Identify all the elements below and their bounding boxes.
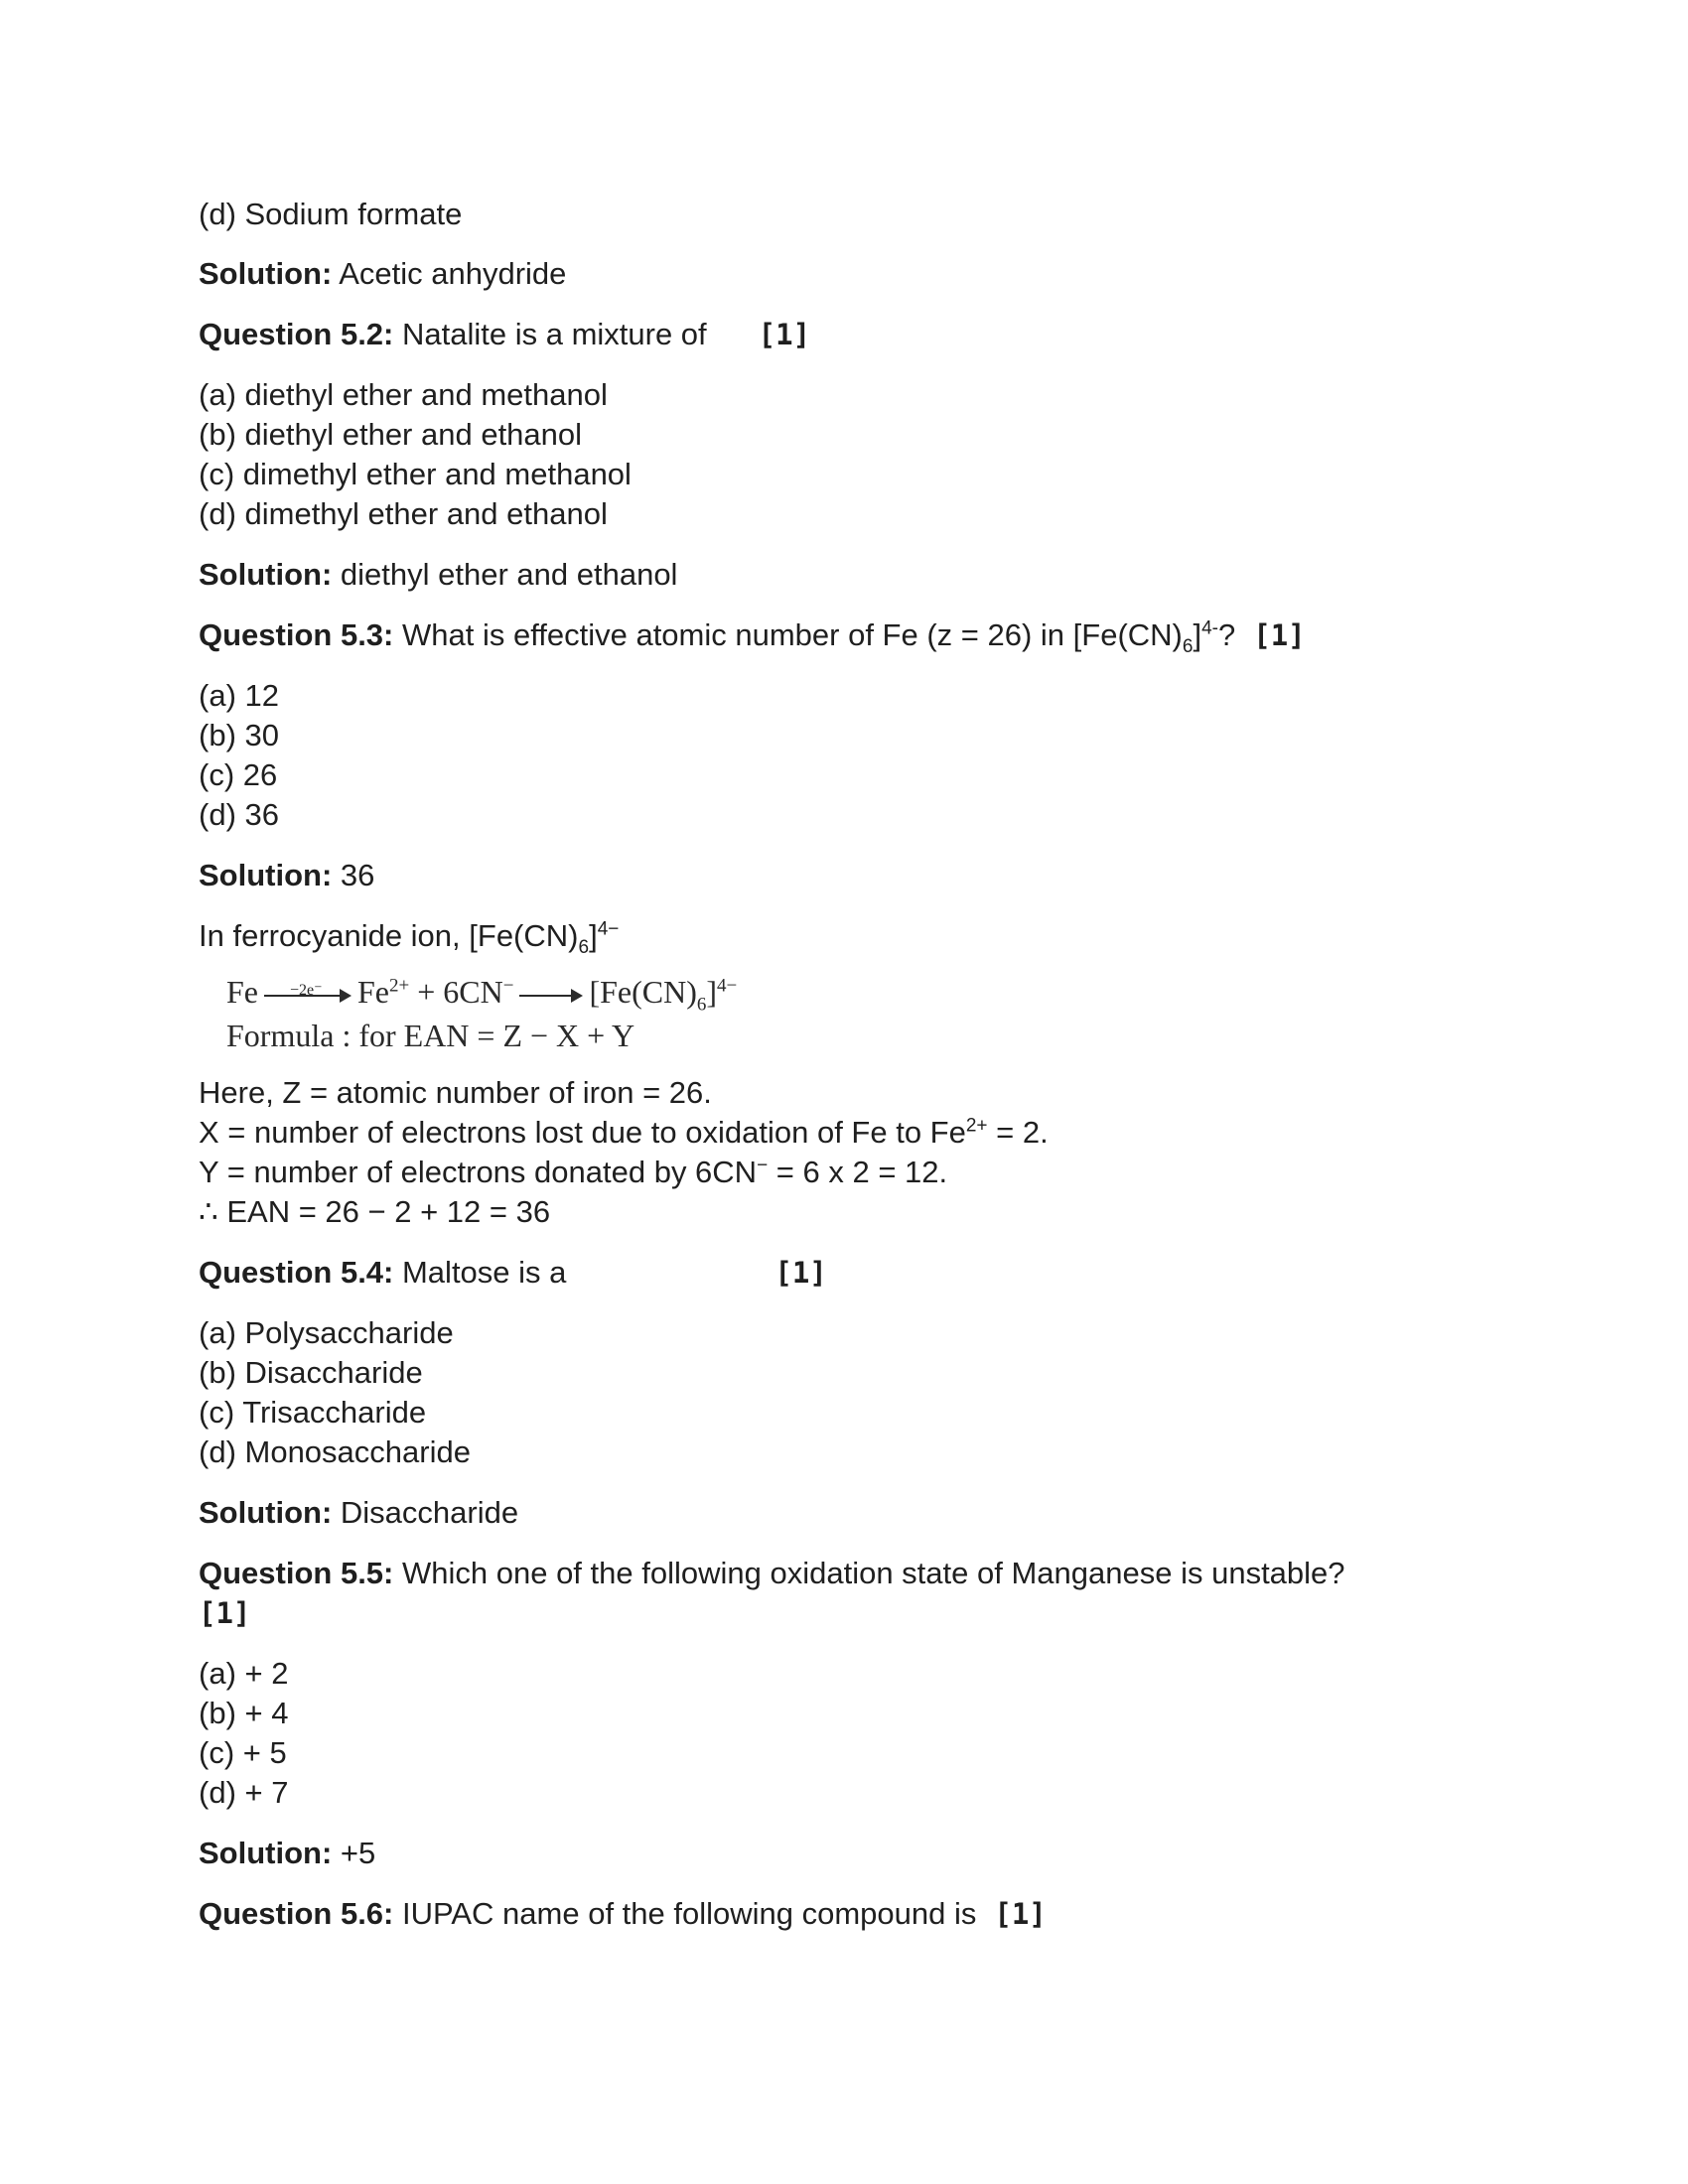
solution-text: diethyl ether and ethanol (332, 557, 678, 592)
question-label: Question 5.4: (199, 1255, 394, 1290)
option: (c) dimethyl ether and methanol (199, 457, 632, 491)
explanation-line (199, 1113, 1489, 1153)
question-text: Which one of the following oxidation state of Manganese is unstable? (393, 1556, 1345, 1590)
question-text: Natalite is a mixture of (393, 317, 707, 351)
bracket: ] (706, 974, 718, 1010)
explanation-line: Here, Z = atomic number of iron = 26. (199, 1075, 712, 1110)
arrow-label: −2e⁻ (290, 981, 323, 999)
option: (c) + 5 (199, 1735, 287, 1770)
complex-text: [Fe(CN) (589, 974, 697, 1010)
expl-text: Y = number of electrons donated by 6CN (199, 1155, 758, 1189)
option-d: (d) Sodium formate (199, 197, 463, 231)
solution (199, 254, 1489, 294)
solution-label: Solution: (199, 858, 333, 892)
superscript: 2+ (389, 975, 410, 997)
option: (d) + 7 (199, 1775, 289, 1810)
options-list (199, 1654, 1489, 1813)
subscript: 6 (696, 994, 707, 1016)
options-list (199, 375, 1489, 534)
bracket: ] (589, 918, 598, 953)
reaction-formula (226, 970, 1489, 1057)
option: (a) + 2 (199, 1656, 289, 1691)
subscript: 6 (578, 937, 590, 959)
superscript: − (502, 975, 514, 997)
question-5-6 (199, 1894, 1489, 1934)
solution-label: Solution: (199, 1495, 333, 1530)
marks: [1] (199, 1596, 251, 1630)
question-mark: ? (1217, 617, 1236, 652)
question-label: Question 5.5: (199, 1556, 394, 1590)
option: (a) 12 (199, 678, 279, 713)
ferrocyanide-intro (199, 916, 1489, 959)
marks: [1] (758, 318, 811, 351)
option: (b) diethyl ether and ethanol (199, 417, 583, 452)
fe-text: Fe (226, 974, 258, 1010)
intro-text: In ferrocyanide ion, [Fe(CN) (199, 918, 579, 953)
solution (199, 856, 1489, 895)
superscript: 4− (717, 975, 738, 997)
explanation (199, 1073, 1489, 1232)
question-5-2 (199, 315, 1489, 354)
explanation-line (199, 1153, 1489, 1192)
option: (d) dimethyl ether and ethanol (199, 496, 608, 531)
superscript: 4− (597, 918, 620, 940)
marks: [1] (774, 1256, 827, 1290)
superscript: − (757, 1155, 769, 1176)
fe2-text: Fe (357, 974, 389, 1010)
marks: [1] (994, 1897, 1047, 1931)
question-5-5 (199, 1554, 1489, 1633)
solution-text: 36 (332, 858, 375, 892)
option: (c) 26 (199, 757, 278, 792)
option: (d) Monosaccharide (199, 1434, 471, 1469)
option: (a) diethyl ether and methanol (199, 377, 608, 412)
question-label: Question 5.2: (199, 317, 394, 351)
solution-label: Solution: (199, 1836, 333, 1870)
solution (199, 1493, 1489, 1533)
solution-text: Acetic anhydride (332, 256, 567, 291)
question-5-4 (199, 1253, 1489, 1293)
option: (c) Trisaccharide (199, 1395, 427, 1430)
solution-label: Solution: (199, 557, 333, 592)
bracket: ] (1193, 617, 1202, 652)
document-page (199, 195, 1489, 1955)
superscript: 2+ (965, 1115, 988, 1137)
question-text: Maltose is a (393, 1255, 567, 1290)
reaction-equation (226, 970, 1489, 1014)
reaction-arrow-icon (264, 981, 352, 1007)
ean-formula: Formula : for EAN = Z − X + Y (226, 1018, 635, 1053)
question-text: What is effective atomic number of Fe (z = 26) in [Fe(CN) (393, 617, 1183, 652)
option: (b) Disaccharide (199, 1355, 423, 1390)
option: (a) Polysaccharide (199, 1315, 454, 1350)
option: (d) 36 (199, 797, 279, 832)
options-list (199, 676, 1489, 835)
question-text: IUPAC name of the following compound is (393, 1896, 977, 1931)
expl-text: X = number of electrons lost due to oxidation of Fe to Fe (199, 1115, 966, 1150)
solution-text: +5 (332, 1836, 376, 1870)
explanation-line: ∴ EAN = 26 − 2 + 12 = 36 (199, 1194, 551, 1229)
solution (199, 1834, 1489, 1873)
reaction-arrow-icon (519, 985, 583, 1007)
expl-text: = 2. (987, 1115, 1049, 1150)
solution-label: Solution: (199, 256, 333, 291)
question-label: Question 5.6: (199, 1896, 394, 1931)
cn-text: + 6CN (409, 974, 503, 1010)
expl-text: = 6 x 2 = 12. (768, 1155, 948, 1189)
option: (b) 30 (199, 718, 279, 752)
option: (b) + 4 (199, 1696, 289, 1730)
options-list (199, 1313, 1489, 1472)
solution (199, 555, 1489, 595)
marks: [1] (1253, 618, 1306, 652)
question-5-3 (199, 615, 1489, 658)
question-label: Question 5.3: (199, 617, 394, 652)
solution-text: Disaccharide (332, 1495, 519, 1530)
subscript: 6 (1182, 636, 1194, 658)
superscript: 4- (1201, 617, 1218, 639)
